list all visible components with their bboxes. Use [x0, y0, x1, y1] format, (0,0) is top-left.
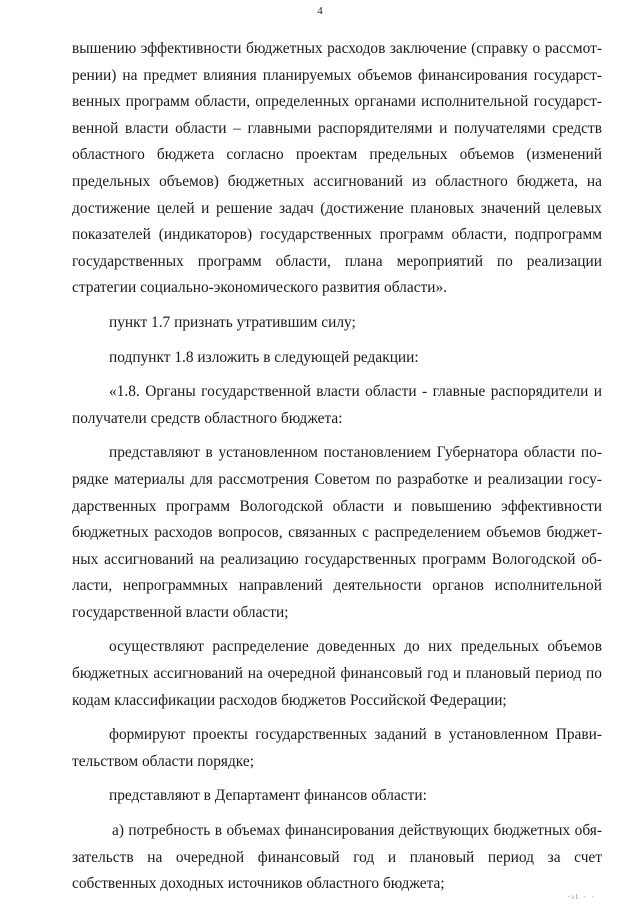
- paragraph-item-1-8-intro: подпункт 1.8 изложить в следующей редакции:: [109, 348, 419, 366]
- paragraph-submit-to-finance: представляют в Департамент финансов области:: [109, 787, 427, 805]
- paragraph-state-tasks: формируют проекты государственных заданий в установленном Правительством области порядке;: [72, 726, 602, 770]
- scan-corner-mark: ·ıl · ·: [567, 893, 596, 901]
- paragraph-item-1-7: пункт 1.7 признать утратившим силу;: [109, 313, 356, 331]
- document-body: [72, 36, 602, 906]
- paragraph-item-1-8-heading: «1.8. Органы государственной власти области - главные распорядители и получатели средств областного бюджета:: [72, 383, 602, 427]
- paragraph-subitem-a: а) потребность в объемах финансирования действующих бюджетных обязательств на очередной финансовый год и плановый период за счет собственных доходных источников областного бюджета;: [72, 822, 602, 893]
- paragraph-materials: представляют в установленном постановлением Губернатора области порядке материалы для рассмотрения Советом по разработке и реализации государственных программ Вологодской области и повышению эффективности бюджетных расходов вопросов, связанных с распределением объемов бюджетных ассигнований на реализацию государственных программ Вологодской области, непрограммных направлений деятельности органов исполнительной государственной власти области;: [72, 444, 602, 621]
- page-number: 4: [317, 5, 323, 17]
- paragraph-continuation: вышению эффективности бюджетных расходов заключение (справку о рассмотрении) на предмет влияния планируемых объемов финансирования государственных программ области, определенных органами исполнительной государственной власти области – главными распорядителями и получателями средств областного бюджета согласно проектам предельных объемов (изменений предельных объемов) бюджетных ассигнований из областного бюджета, на достижение целей и решение задач (достижение плановых значений целевых показателей (индикаторов) государственных программ области, подпрограмм государственных программ области, плана мероприятий по реализации стратегии социально-экономического развития области».: [72, 40, 602, 297]
- paragraph-distribution: осуществляют распределение доведенных до них предельных объемов бюджетных ассигнований на очередной финансовый год и плановый период по кодам классификации расходов бюджетов Российской Федерации;: [72, 638, 602, 709]
